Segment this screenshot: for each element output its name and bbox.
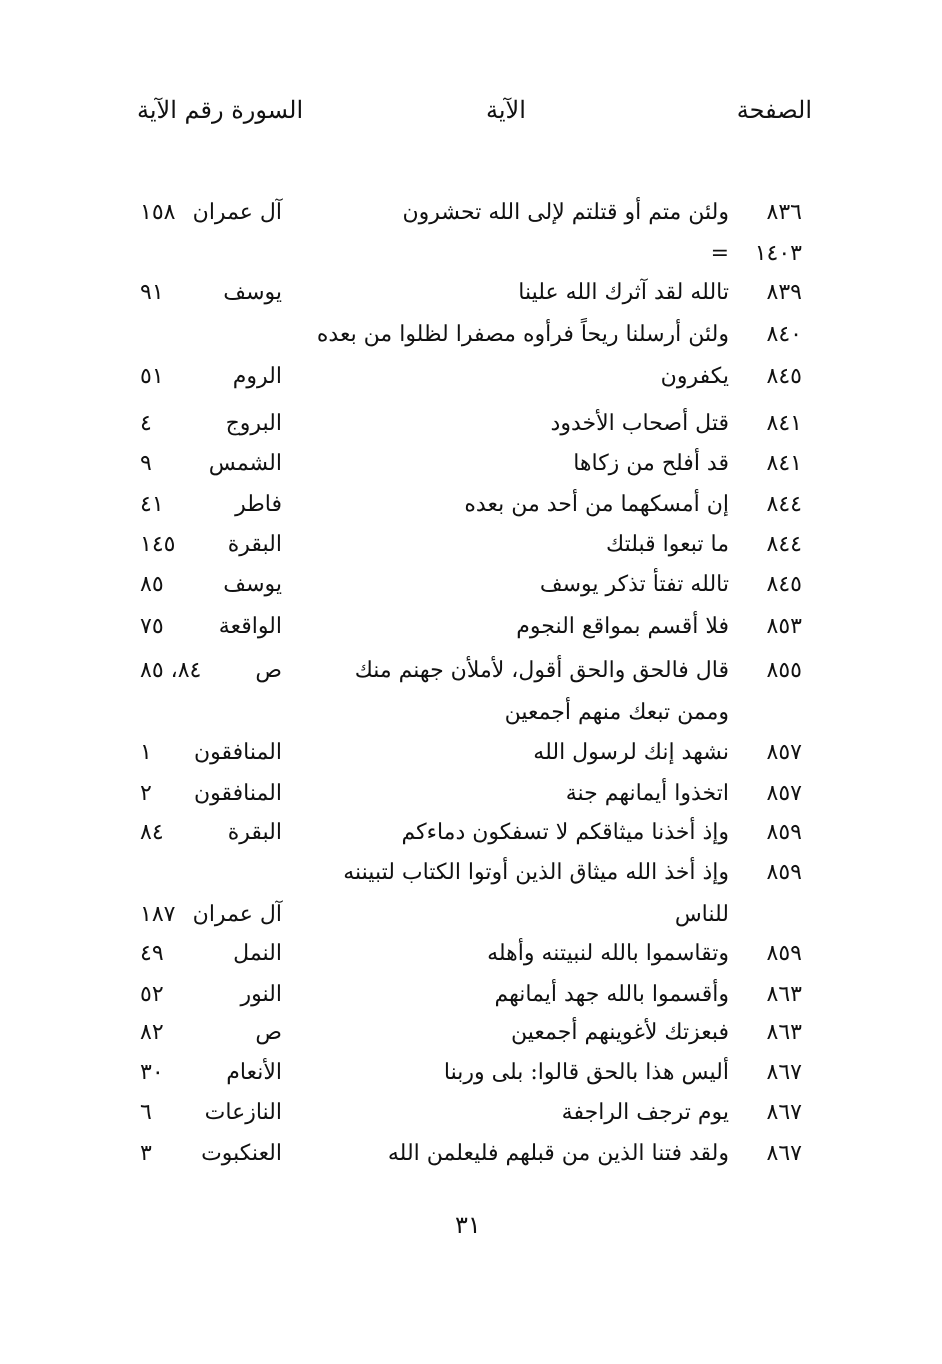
surah-name: آل عمران	[192, 200, 282, 225]
verse-number: ٨٢	[140, 1020, 164, 1045]
page-column-header: الصفحة	[736, 96, 812, 124]
verse-text: اتخذوا أيمانهم جنة	[565, 781, 729, 806]
table-row	[0, 565, 942, 605]
table-row	[0, 273, 942, 313]
table-row	[0, 733, 942, 773]
table-row	[0, 525, 942, 565]
verse-number: ٥١	[140, 364, 164, 389]
verse-number: ٥٢	[140, 982, 164, 1007]
verse-number: ١٥٨	[140, 200, 176, 225]
verse-text: =	[710, 241, 729, 266]
page-ref: ١٤٠٣	[754, 241, 802, 266]
surah-name: آل عمران	[192, 902, 282, 927]
table-row	[0, 193, 942, 233]
surah-name: الأنعام	[226, 1060, 282, 1085]
verse-number: ٨٤	[140, 820, 164, 845]
surah-name: البروج	[225, 411, 282, 436]
surah-name: الواقعة	[218, 614, 282, 639]
page-ref: ٨٤١	[766, 451, 802, 476]
verse-text: وأقسموا بالله جهد أيمانهم	[494, 982, 729, 1007]
verse-number: ٤	[140, 411, 152, 436]
verse-number: ٧٥	[140, 614, 164, 639]
table-row	[0, 357, 942, 397]
table-row	[0, 315, 942, 355]
verse-number: ٩١	[140, 280, 164, 305]
table-row	[0, 774, 942, 814]
verse-text: ولقد فتنا الذين من قبلهم فليعلمن الله	[387, 1141, 729, 1166]
verse-number: ٦	[140, 1100, 152, 1125]
verse-text: يوم ترجف الراجفة	[561, 1100, 729, 1125]
page-ref: ٨٥٩	[766, 941, 802, 966]
verse-number: ٣٠	[140, 1060, 164, 1085]
page-ref: ٨٦٣	[766, 982, 802, 1007]
page-ref: ٨٥٩	[766, 860, 802, 885]
page-ref: ٨٣٩	[766, 280, 802, 305]
verse-number: ١	[140, 740, 152, 765]
page-number: ٣١	[455, 1211, 481, 1239]
page-ref: ٨٥٩	[766, 820, 802, 845]
surah-name: فاطر	[235, 492, 282, 517]
verse-number: ٨٥	[140, 572, 164, 597]
verse-text: وممن تبعك منهم أجمعين	[504, 700, 729, 725]
page-ref: ٨٤١	[766, 411, 802, 436]
verse-text: وإذ أخذنا ميثاقكم لا تسفكون دماءكم	[401, 820, 729, 845]
surah-name: النور	[240, 982, 282, 1007]
verse-text: وإذ أخذ الله ميثاق الذين أوتوا الكتاب لتبيننه	[343, 860, 729, 885]
table-row	[0, 813, 942, 853]
page-ref: ٨٦٧	[766, 1141, 802, 1166]
page-ref: ٨٦٣	[766, 1020, 802, 1045]
table-row	[0, 444, 942, 484]
verse-column-header: الآية	[486, 96, 526, 124]
surah-name: العنكبوت	[201, 1141, 282, 1166]
page-ref: ٨٤٤	[766, 532, 802, 557]
verse-text: قال فالحق والحق أقول، لأملأن جهنم منك	[354, 658, 729, 683]
page-ref: ٨٦٧	[766, 1100, 802, 1125]
table-row	[0, 934, 942, 974]
surah-name: يوسف	[223, 572, 282, 597]
page-ref: ٨٤٥	[766, 364, 802, 389]
verse-text: فبعزتك لأغوينهم أجمعين	[511, 1020, 729, 1045]
surah-name: الروم	[232, 364, 282, 389]
verse-number: ٤١	[140, 492, 164, 517]
table-row	[0, 1134, 942, 1174]
page-ref: ٨٥٣	[766, 614, 802, 639]
page-ref: ٨٣٦	[766, 200, 802, 225]
verse-text: قد أفلح من زكاها	[573, 451, 729, 476]
surah-name: ص	[255, 1020, 282, 1045]
verse-text: أليس هذا بالحق قالوا: بلى وربنا	[443, 1060, 729, 1085]
table-row	[0, 404, 942, 444]
page-ref: ٨٤٤	[766, 492, 802, 517]
surah-name: النمل	[233, 941, 282, 966]
verse-text: تالله لقد آثرك الله علينا	[518, 280, 729, 305]
table-row	[0, 853, 942, 893]
verse-number: ١٤٥	[140, 532, 176, 557]
table-row	[0, 234, 942, 274]
surah-column-header: السورة رقم الآية	[137, 96, 304, 124]
verse-text: ولئن متم أو قتلتم لإلى الله تحشرون	[402, 200, 729, 225]
verse-number: ٤٩	[140, 941, 164, 966]
verse-text: ما تبعوا قبلتك	[606, 532, 729, 557]
table-row	[0, 485, 942, 525]
table-row	[0, 895, 942, 935]
surah-name: البقرة	[227, 820, 282, 845]
page-ref: ٨٥٧	[766, 781, 802, 806]
verse-text: تالله تفتأ تذكر يوسف	[539, 572, 729, 597]
verse-text: إن أمسكهما من أحد من بعده	[464, 492, 729, 517]
surah-name: البقرة	[227, 532, 282, 557]
surah-name: الشمس	[208, 451, 282, 476]
verse-number: ١٨٧	[140, 902, 176, 927]
page-ref: ٨٤٥	[766, 572, 802, 597]
table-row	[0, 607, 942, 647]
page-ref: ٨٤٠	[766, 322, 802, 347]
verse-number: ٢	[140, 781, 152, 806]
table-row	[0, 1013, 942, 1053]
verse-text: للناس	[674, 902, 729, 927]
table-row	[0, 651, 942, 691]
page-ref: ٨٦٧	[766, 1060, 802, 1085]
verse-number: ٣	[140, 1141, 152, 1166]
verse-text: قتل أصحاب الأخدود	[550, 411, 729, 436]
verse-number: ٨٤، ٨٥	[140, 658, 202, 683]
verse-number: ٩	[140, 451, 152, 476]
page-ref: ٨٥٥	[766, 658, 802, 683]
table-row	[0, 693, 942, 733]
verse-text: يكفرون	[660, 364, 729, 389]
surah-name: النازعات	[204, 1100, 282, 1125]
verse-text: ولئن أرسلنا ريحاً فرأوه مصفرا لظلوا من بعده	[316, 322, 729, 347]
table-row	[0, 1053, 942, 1093]
verse-text: وتقاسموا بالله لنبيتنه وأهله	[487, 941, 729, 966]
surah-name: يوسف	[223, 280, 282, 305]
verse-text: فلا أقسم بمواقع النجوم	[516, 614, 729, 639]
table-row	[0, 975, 942, 1015]
page-ref: ٨٥٧	[766, 740, 802, 765]
surah-name: المنافقون	[193, 740, 282, 765]
surah-name: ص	[255, 658, 282, 683]
verse-text: نشهد إنك لرسول الله	[533, 740, 729, 765]
table-row	[0, 1093, 942, 1133]
surah-name: المنافقون	[193, 781, 282, 806]
